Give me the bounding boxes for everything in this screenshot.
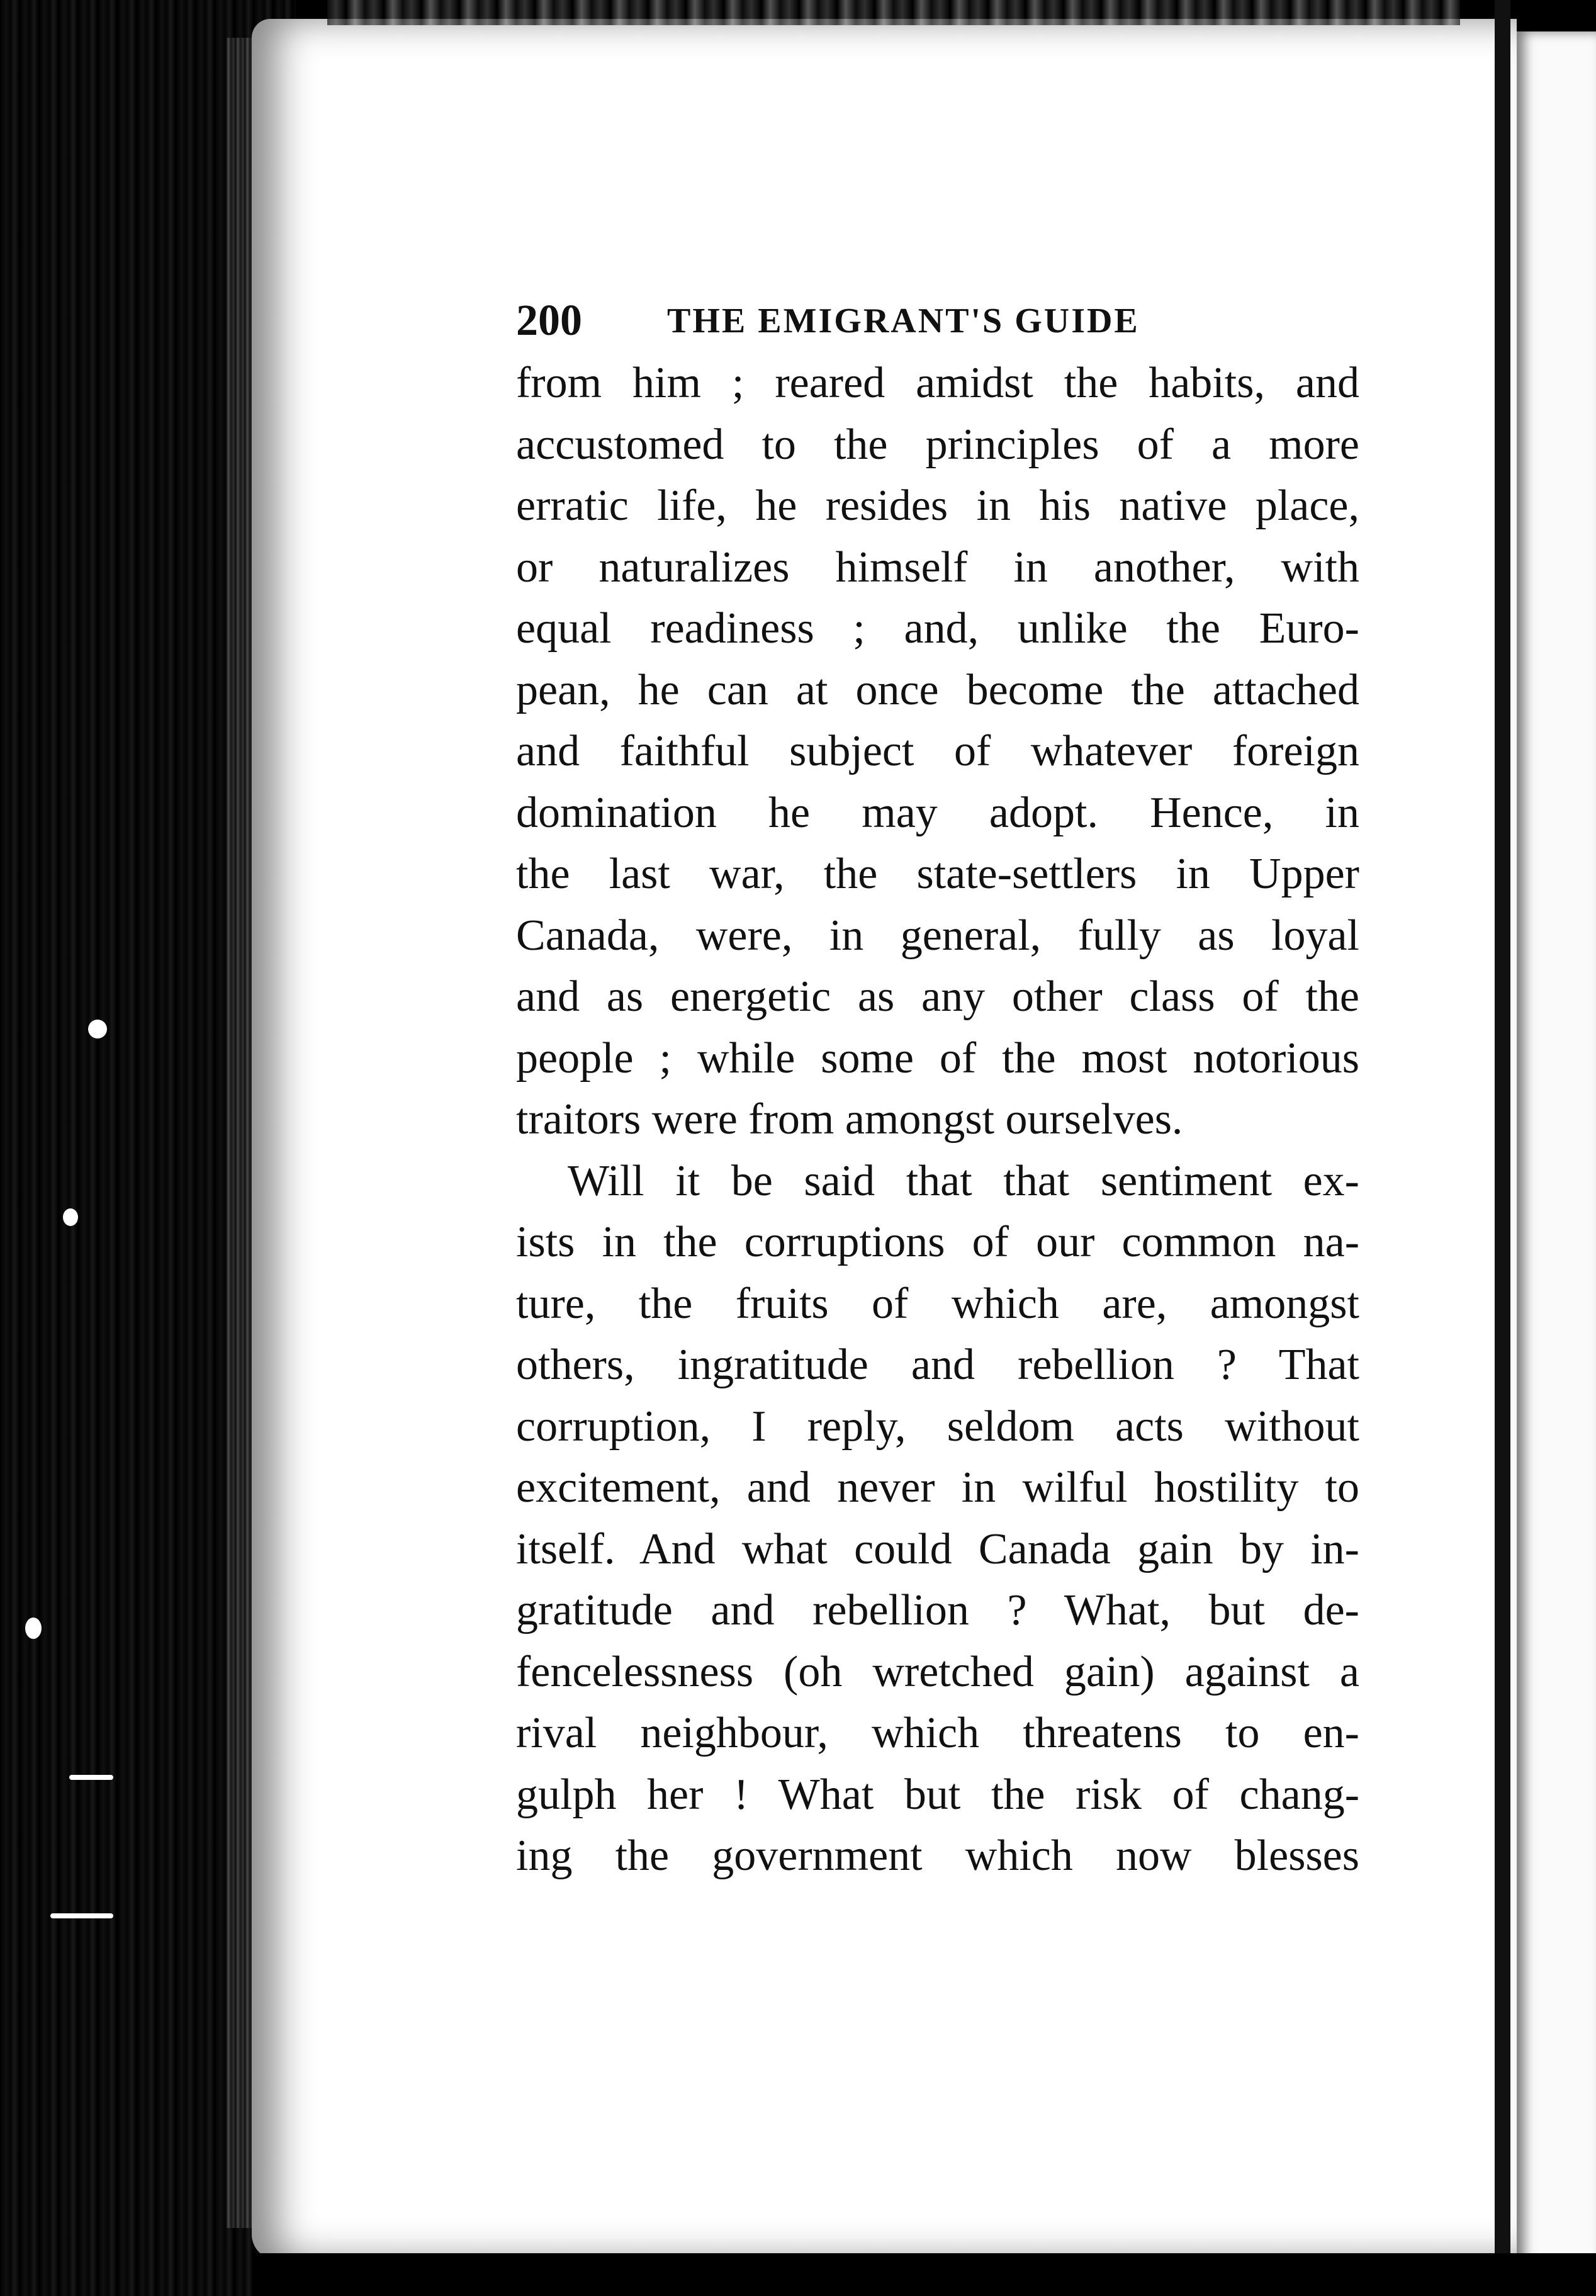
- body-text: [516, 352, 1359, 1887]
- text-line: pean, he can at once become the attached: [516, 665, 1359, 714]
- text-line: the last war, the state-settlers in Upper: [516, 850, 1359, 898]
- text-line: corruption, I reply, seldom acts without: [516, 1402, 1359, 1451]
- text-line: gulph her ! What but the risk of chang-: [516, 1770, 1359, 1819]
- speck: [50, 1913, 113, 1918]
- paragraph-last-line: traitors were from amongst ourselves.: [516, 1095, 1183, 1144]
- page-text: [516, 296, 1359, 1887]
- text-line: erratic life, he resides in his native place,: [516, 481, 1359, 530]
- text-line: accustomed to the principles of a more: [516, 420, 1359, 469]
- text-line: excitement, and never in wilful hostility to: [516, 1463, 1359, 1512]
- speck: [25, 1618, 42, 1639]
- speck: [63, 1208, 78, 1226]
- text-line: or naturalizes himself in another, with: [516, 543, 1359, 592]
- paragraph-first-line: Will it be said that that sentiment ex-: [568, 1156, 1359, 1205]
- page-number: 200: [516, 296, 582, 345]
- text-line: ture, the fruits of which are, amongst: [516, 1279, 1359, 1328]
- speck: [88, 1020, 107, 1038]
- text-line: and faithful subject of whatever foreign: [516, 727, 1359, 775]
- text-line: and as energetic as any other class of the: [516, 972, 1359, 1021]
- text-line: from him ; reared amidst the habits, and: [516, 359, 1359, 407]
- text-line: ing the government which now blesses: [516, 1832, 1359, 1880]
- text-line: rival neighbour, which threatens to en-: [516, 1709, 1359, 1757]
- text-line: ists in the corruptions of our common na-: [516, 1218, 1359, 1266]
- text-line: others, ingratitude and rebellion ? That: [516, 1341, 1359, 1389]
- page-header: [516, 296, 1215, 352]
- bottom-edge: [252, 2253, 1596, 2296]
- top-edge-shadow: [327, 0, 1460, 25]
- text-line: people ; while some of the most notorious: [516, 1033, 1359, 1083]
- text-line: domination he may adopt. Hence, in: [516, 788, 1359, 837]
- text-line: itself. And what could Canada gain by in-: [516, 1524, 1359, 1573]
- speck: [69, 1775, 113, 1780]
- text-line: fencelessness (oh wretched gain) against a: [516, 1647, 1359, 1696]
- running-head: THE EMIGRANT'S GUIDE: [667, 301, 1140, 340]
- text-line: Canada, were, in general, fully as loyal: [516, 911, 1359, 960]
- gutter-shadow: [1495, 0, 1510, 2296]
- facing-page-edge: [1517, 31, 1596, 2272]
- text-line: gratitude and rebellion ? What, but de-: [516, 1586, 1359, 1635]
- text-line: equal readiness ; and, unlike the Euro-: [516, 604, 1359, 653]
